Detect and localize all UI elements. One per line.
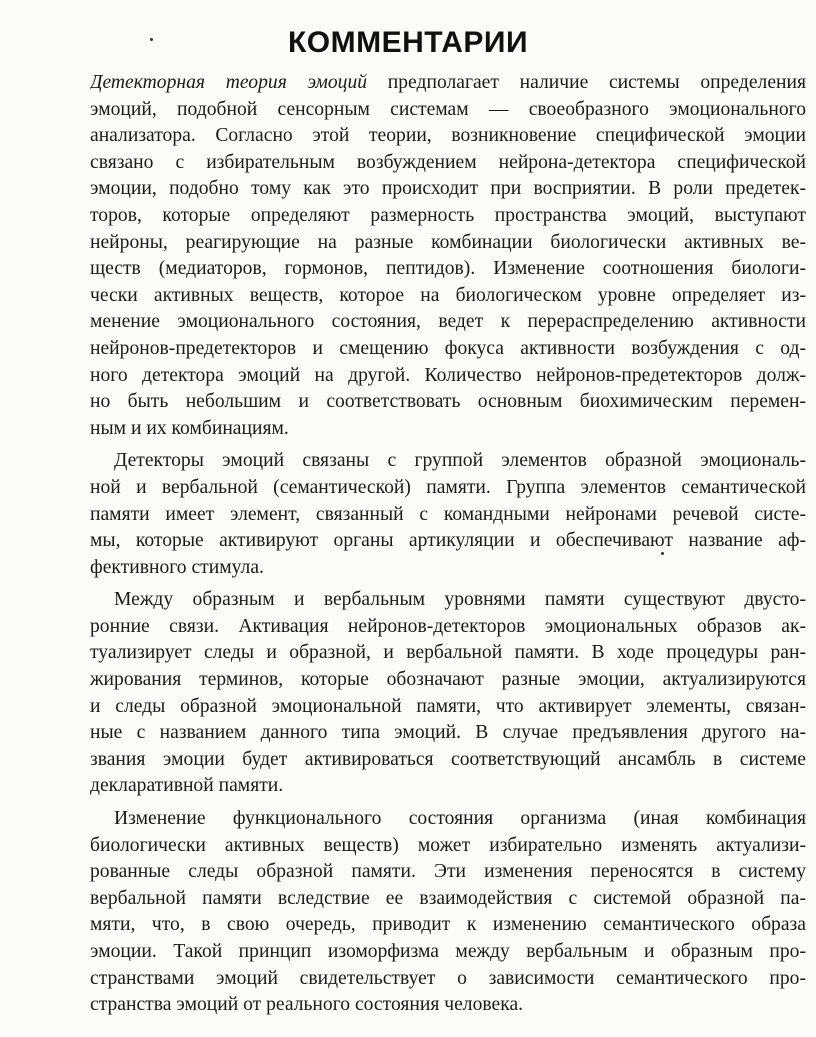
scan-speck (661, 552, 664, 555)
text-line: рованные следы образной памяти. Эти изменения переносятся в систему (90, 861, 806, 883)
text-line: анализатора. Согласно этой теории, возникновение специфической эмоции (90, 125, 806, 147)
text-line: и следы образной эмоциональной памяти, что активирует элементы, связан- (90, 695, 806, 717)
text-line: странства эмоций от реального состояния человека. (90, 994, 524, 1016)
text-line: ной и вербальной (семантической) памяти. Группа элементов семантической (90, 476, 806, 498)
text-line: мы, которые активируют органы артикуляции и обеспечивают название аф- (90, 530, 806, 552)
paragraph (90, 587, 806, 800)
text-line: чески активных веществ, которое на биологическом уровне определяет из- (90, 284, 806, 306)
page-title: КОММЕНТАРИИ (287, 26, 529, 59)
emphasized-term: Детекторная теория эмоций (90, 72, 368, 93)
text-line: Между образным и вербальным уровнями памяти существуют двусто- (114, 589, 806, 611)
text-line: нейронов-предетекторов и смещению фокуса активности возбуждения с од- (90, 337, 806, 359)
line-text: предполагает наличие системы определения (367, 72, 806, 93)
text-line: менение эмоционального состояния, ведет к перераспределению активности (90, 311, 806, 333)
text-line: ного детектора эмоций на другой. Количество нейронов-предетекторов долж- (90, 364, 806, 386)
text-line: туализирует следы и образной, и вербальной памяти. В ходе процедуры ран- (90, 642, 806, 664)
text-line: вербальной памяти вследствие ее взаимодействия с системой образной па- (90, 887, 806, 909)
text-line: звания эмоции будет активироваться соответствующий ансамбль в системе (90, 748, 806, 770)
text-line: но быть небольшим и соответствовать основным биохимическим перемен- (90, 391, 806, 413)
text-line: эмоций, подобной сенсорным системам — своеобразного эмоционального (90, 98, 806, 120)
text-line (90, 70, 806, 97)
text-line: Детекторы эмоций связаны с группой элементов образной эмоциональ- (114, 450, 806, 472)
text-line: ронние связи. Активация нейронов-детекторов эмоциональных образов ак- (90, 615, 806, 637)
text-line: мяти, что, в свою очередь, приводит к изменению семантического образа (90, 914, 806, 936)
text-line: странствами эмоций свидетельствует о зависимости семантического про- (90, 967, 806, 989)
text-line: нейроны, реагирующие на разные комбинации биологически активных ве- (90, 231, 806, 253)
paragraph (90, 806, 806, 1019)
text-line: ществ (медиаторов, гормонов, пептидов). Изменение соотношения биологи- (90, 258, 806, 280)
text-line: фективного стимула. (90, 556, 264, 578)
text-line: ные с названием данного типа эмоций. В случае предъявления другого на- (90, 722, 806, 744)
text-line: биологически активных веществ) может избирательно изменять актуализи- (90, 834, 806, 856)
text-line: жирования терминов, которые обозначают разные эмоции, актуализируются (90, 669, 806, 691)
text-line: Изменение функционального состояния организма (иная комбинация (114, 808, 806, 830)
text-line: ным и их комбинациям. (90, 417, 289, 439)
text-line: декларативной памяти. (90, 775, 284, 797)
text-line: эмоции, подобно тому как это происходит при восприятии. В роли предетек- (90, 178, 806, 200)
text-line: эмоции. Такой принцип изоморфизма между вербальным и образным про- (90, 941, 806, 962)
paragraph (90, 448, 806, 581)
text-line: торов, которые определяют размерность пространства эмоций, выступают (90, 204, 806, 226)
scan-speck (150, 38, 153, 41)
text-line: памяти имеет элемент, связанный с командными нейронами речевой систе- (90, 503, 806, 525)
text-line: связано с избирательным возбуждением нейрона-детектора специфической (90, 151, 806, 173)
body-text (90, 70, 806, 1019)
paragraph (90, 70, 806, 442)
